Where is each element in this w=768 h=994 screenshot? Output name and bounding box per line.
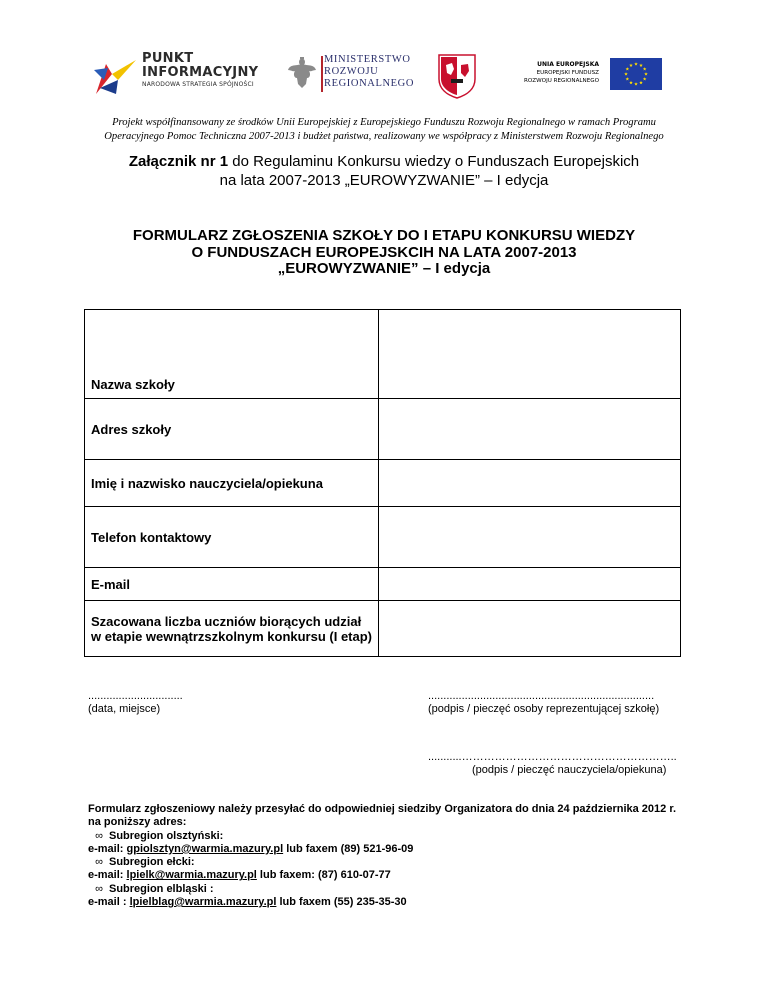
eu-star-icon bbox=[629, 63, 633, 66]
date-place-caption: (data, miejsce) bbox=[88, 703, 161, 715]
eu-line3: ROZWOJU REGIONALNEGO bbox=[524, 78, 599, 84]
eu-line2: EUROPEJSKI FUNDUSZ bbox=[536, 70, 599, 76]
eu-star-icon bbox=[644, 72, 648, 75]
form-label: E-mail bbox=[85, 568, 379, 601]
eu-star-icon bbox=[626, 67, 630, 70]
eu-star-icon bbox=[634, 82, 638, 85]
email-link[interactable]: lpielblag@warmia.mazury.pl bbox=[129, 896, 277, 909]
ministry-line3: REGIONALNEGO bbox=[324, 78, 415, 89]
punkt-logo-line3: NARODOWA STRATEGIA SPÓJNOŚCI bbox=[142, 81, 254, 88]
bullet-infinity-icon: ∞ bbox=[95, 856, 103, 869]
form-label: Telefon kontaktowy bbox=[85, 507, 379, 568]
form-row-school-name bbox=[85, 310, 681, 399]
eu-star-icon bbox=[643, 67, 647, 70]
bullet-infinity-icon: ∞ bbox=[95, 829, 103, 842]
eu-line1: UNIA EUROPEJSKA bbox=[537, 61, 599, 68]
school-rep-caption: (podpis / pieczęć osoby reprezentującej szkołę) bbox=[428, 703, 660, 715]
eu-star-icon bbox=[629, 81, 633, 84]
annex-line1 bbox=[40, 152, 728, 171]
region-elk-contact bbox=[88, 869, 688, 882]
form-row-teacher-name bbox=[85, 460, 681, 507]
form-row-phone bbox=[85, 507, 681, 568]
form-row-school-address bbox=[85, 399, 681, 460]
eu-flag-icon bbox=[610, 58, 662, 90]
school-name-field[interactable] bbox=[379, 310, 681, 399]
annex-bold: Załącznik nr 1 bbox=[128, 153, 229, 170]
region-elk bbox=[88, 856, 688, 869]
logo-bar bbox=[0, 44, 768, 104]
punkt-logo-text bbox=[142, 52, 258, 89]
school-address-field[interactable] bbox=[379, 399, 681, 460]
annex-heading bbox=[40, 152, 728, 190]
date-place-dots: ............................... bbox=[88, 690, 183, 702]
region-name: Subregion olsztyński: bbox=[109, 829, 224, 842]
school-rep-dots: .......................................................................... bbox=[428, 690, 655, 702]
school-rep-signature bbox=[428, 690, 659, 716]
form-title bbox=[40, 228, 728, 278]
form-label: Nazwa szkoły bbox=[85, 310, 379, 399]
form-label: Szacowana liczba uczniów biorących udział w etapie wewnątrzszkolnym konkursu (I etap) bbox=[85, 601, 379, 657]
coat-of-arms-icon bbox=[437, 53, 477, 99]
teacher-name-field[interactable] bbox=[379, 460, 681, 507]
email-prefix: e-mail: bbox=[88, 869, 127, 882]
region-name: Subregion ełcki: bbox=[109, 856, 195, 869]
region-olsztyn-contact bbox=[88, 843, 688, 856]
submission-intro: Formularz zgłoszeniowy należy przesyłać do odpowiedniej siedziby Organizatora do dnia 24 października 2012 r. na poniższy adres: bbox=[88, 803, 677, 829]
annex-line2: na lata 2007-2013 „EUROWYZWANIE” – I edycja bbox=[219, 172, 549, 189]
ministry-line2: ROZWOJU bbox=[324, 66, 379, 77]
teacher-dots: ...........………………………………………………….. bbox=[428, 751, 677, 763]
form-title-line1: FORMULARZ ZGŁOSZENIA SZKOŁY DO I ETAPU KONKURSU WIEDZY bbox=[132, 227, 636, 244]
fax-text: lub faxem (89) 521-96-09 bbox=[283, 842, 414, 855]
ministry-red-bar bbox=[321, 56, 323, 92]
eu-star-icon bbox=[639, 81, 643, 84]
region-olsztyn bbox=[88, 830, 688, 843]
teacher-caption: (podpis / pieczęć nauczyciela/opiekuna) bbox=[472, 764, 667, 776]
punkt-logo-line2: INFORMACYJNY bbox=[142, 65, 259, 80]
eu-star-icon bbox=[634, 62, 638, 65]
email-prefix: e-mail : bbox=[88, 896, 130, 909]
region-elblag bbox=[88, 883, 688, 896]
punkt-informacyjny-logo bbox=[92, 46, 257, 98]
eu-star-icon bbox=[624, 72, 628, 75]
email-prefix: e-mail: bbox=[88, 842, 127, 855]
email-link[interactable]: gpiolsztyn@warmia.mazury.pl bbox=[126, 842, 284, 855]
eu-star-icon bbox=[643, 77, 647, 80]
punkt-logo-line1: PUNKT bbox=[142, 51, 194, 66]
form-title-line2: O FUNDUSZACH EUROPEJSKCIH NA LATA 2007-2013 bbox=[191, 243, 577, 261]
eu-logo-text bbox=[524, 61, 599, 85]
eu-stars-icon bbox=[610, 58, 662, 90]
phone-field[interactable] bbox=[379, 507, 681, 568]
region-elblag-contact bbox=[88, 896, 688, 909]
eu-star-icon bbox=[626, 77, 630, 80]
funding-note-line1: Projekt współfinansowany ze środków Unii Europejskiej z Europejskiego Funduszu Rozwoju Regionalnego w ramach Programu bbox=[112, 117, 656, 128]
eu-logo bbox=[500, 58, 665, 92]
form-label: Imię i nazwisko nauczyciela/opiekuna bbox=[85, 460, 379, 507]
email-field[interactable] bbox=[379, 568, 681, 601]
fax-text: lub faxem (55) 235-35-30 bbox=[276, 896, 407, 909]
submission-instructions bbox=[88, 803, 688, 909]
date-place-signature bbox=[88, 690, 183, 716]
annex-line1-rest: do Regulaminu Konkursu wiedzy o Funduszach Europejskich bbox=[228, 153, 640, 170]
ministry-logo-text bbox=[324, 54, 414, 90]
form-title-line3: „EUROWYZWANIE” – I edycja bbox=[277, 260, 491, 277]
region-name: Subregion elbląski : bbox=[109, 882, 214, 895]
funding-note-line2: Operacyjnego Pomoc Techniczna 2007-2013 i budżet państwa, realizowany we współpracy z Ministerstwem Rozwoju Regionalnego bbox=[104, 131, 664, 142]
form-label: Adres szkoły bbox=[85, 399, 379, 460]
student-count-field[interactable] bbox=[379, 601, 681, 657]
eu-star-icon bbox=[639, 63, 643, 66]
bullet-infinity-icon: ∞ bbox=[95, 882, 103, 895]
application-form-table bbox=[84, 309, 681, 657]
ministry-line1: MINISTERSTWO bbox=[324, 54, 411, 65]
form-row-email bbox=[85, 568, 681, 601]
funding-note bbox=[40, 116, 728, 144]
fax-text: lub faxem: (87) 610-07-77 bbox=[256, 869, 391, 882]
teacher-signature bbox=[428, 751, 677, 777]
regional-coat-of-arms bbox=[437, 53, 477, 99]
form-row-student-count bbox=[85, 601, 681, 657]
eagle-emblem-icon bbox=[287, 56, 317, 90]
email-link[interactable]: lpielk@warmia.mazury.pl bbox=[126, 869, 257, 882]
star-graphic-icon bbox=[92, 50, 138, 96]
ministry-logo bbox=[287, 44, 415, 100]
